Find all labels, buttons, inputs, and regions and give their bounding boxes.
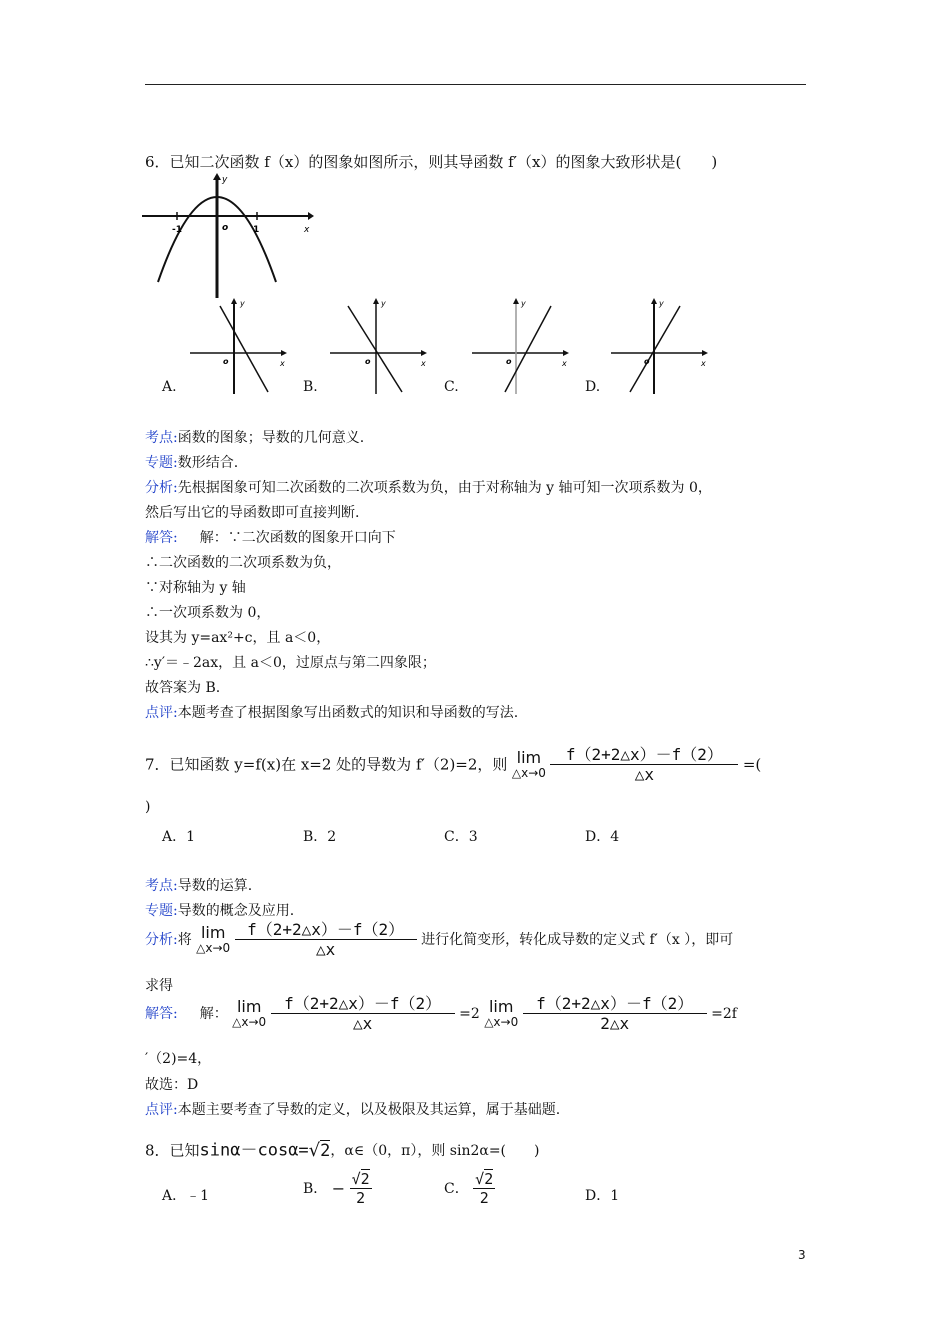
jieda-text: 解：∵二次函数的图象开口向下 — [199, 530, 396, 546]
dianping-text: 本题考查了根据图象写出函数式的知识和导函数的写法. — [177, 705, 519, 721]
q6-option-a: A. — [162, 379, 177, 395]
zhuanti-text: 数形结合. — [177, 455, 239, 471]
q8-stem-text: 8．已知 — [145, 1141, 200, 1160]
lim-subscript: △x→0 — [511, 766, 546, 781]
q6-jieda-line: 故答案为 B. — [145, 680, 221, 696]
fraction-denominator: 2 — [479, 1189, 489, 1207]
sqrt-radicand: 2 — [320, 1140, 331, 1161]
option-label: B． — [303, 1181, 328, 1197]
sqrt-radicand: 2 — [360, 1170, 370, 1188]
svg-text:x: x — [304, 225, 310, 235]
kaodian-text: 函数的图象；导数的几何意义. — [177, 430, 365, 446]
zhuanti-label: 专题: — [145, 903, 178, 919]
q7-option-c: C．3 — [444, 829, 478, 845]
fraction-numerator — [350, 1172, 372, 1189]
minus-sign: − — [331, 1179, 346, 1198]
q6-fenxi-row — [145, 477, 712, 497]
q6-jieda-line: ∴y′＝﹣2ax，且 a＜0，过原点与第二四象限； — [145, 655, 436, 671]
q6-fenxi-line2: 然后写出它的导函数即可直接判断. — [145, 505, 360, 521]
fraction-numerator: f（2+2△x）－f（2） — [523, 996, 707, 1014]
jieda-result: =2f — [711, 1006, 737, 1022]
q6-option-d-graph — [608, 296, 713, 396]
fenxi-limit — [196, 925, 230, 954]
svg-text:o: o — [506, 357, 512, 366]
lim-subscript: △x→0 — [484, 1015, 519, 1030]
q7-option-a: A．1 — [162, 829, 196, 845]
q8-stem-end: ，α∈（0，π），则 sin2α=( ) — [330, 1143, 540, 1159]
q6-dianping-row — [145, 702, 518, 722]
option-fraction — [350, 1172, 372, 1206]
q6-jieda-line: 设其为 y=ax²+c，且 a＜0， — [145, 630, 331, 646]
fraction-numerator: f（2+2△x）－f（2） — [550, 747, 738, 765]
q8-option-c — [444, 1172, 495, 1206]
svg-text:y: y — [240, 299, 245, 308]
option-label: C． — [444, 1181, 469, 1197]
kaodian-label: 考点: — [145, 878, 178, 894]
svg-text:-1: -1 — [172, 225, 182, 235]
jieda-limit-2 — [484, 999, 518, 1028]
fraction-numerator: f（2+2△x）－f（2） — [235, 922, 417, 940]
q8-stem — [145, 1142, 539, 1160]
q8-option-a: A．﹣1 — [162, 1188, 210, 1204]
q7-jieda-line2: ′（2)=4， — [145, 1051, 212, 1067]
q7-close-paren: ) — [145, 799, 151, 815]
q7-option-d: D．4 — [585, 829, 620, 845]
q6-jieda-line: ∴二次函数的二次项系数为负， — [145, 555, 341, 571]
q7-limit — [512, 750, 546, 779]
q7-stem-end: =( — [742, 755, 762, 774]
svg-text:x: x — [280, 359, 285, 368]
svg-text:o: o — [223, 357, 229, 366]
fenxi-fraction — [235, 922, 417, 958]
lim-symbol: lim — [488, 997, 514, 1017]
dianping-label: 点评: — [145, 1102, 178, 1118]
fraction-denominator: △x — [353, 1014, 373, 1033]
svg-text:x: x — [562, 359, 567, 368]
fraction-numerator — [473, 1172, 495, 1189]
sqrt-icon: √ — [475, 1170, 485, 1188]
q7-kaodian-row — [145, 875, 252, 895]
page-number: 3 — [798, 1248, 806, 1262]
fenxi-text: 先根据图象可知二次函数的二次项系数为负，由于对称轴为 y 轴可知一次项系数为 0， — [177, 480, 712, 496]
zhuanti-text: 导数的概念及应用. — [177, 903, 295, 919]
sqrt-icon: √ — [351, 1170, 361, 1188]
svg-text:o: o — [222, 223, 229, 233]
jieda-text: 解： — [199, 1006, 228, 1022]
fraction-denominator: △x — [634, 765, 654, 784]
q8-option-d: D．1 — [585, 1188, 620, 1204]
fenxi-label: 分析: — [145, 480, 178, 496]
svg-text:1: 1 — [253, 225, 260, 235]
fraction-denominator: 2△x — [600, 1014, 630, 1033]
jieda-label: 解答: — [145, 530, 178, 546]
jieda-equals: =2 — [459, 1006, 480, 1022]
fenxi-text: 将 — [177, 932, 192, 948]
q6-option-b-graph — [326, 296, 431, 396]
lim-symbol: lim — [236, 997, 262, 1017]
q7-jieda-row — [145, 996, 737, 1032]
lim-subscript: △x→0 — [196, 941, 231, 956]
q7-option-b: B．2 — [303, 829, 337, 845]
q7-stem-text: 7．已知函数 y=f(x)在 x=2 处的导数为 f′（2)=2，则 — [145, 755, 508, 774]
q7-fenxi-line2: 求得 — [145, 978, 173, 994]
svg-text:y: y — [381, 299, 386, 308]
fenxi-text-post: 进行化简变形，转化成导数的定义式 f′（x ），即可 — [421, 932, 734, 948]
q7-stem — [145, 747, 761, 783]
q6-option-a-graph — [185, 296, 290, 396]
q7-fraction — [550, 747, 738, 783]
zhuanti-label: 专题: — [145, 455, 178, 471]
fenxi-label: 分析: — [145, 932, 178, 948]
dianping-label: 点评: — [145, 705, 178, 721]
q6-zhuanti-row — [145, 452, 238, 472]
jieda-fraction-1 — [271, 996, 455, 1032]
svg-text:y: y — [222, 175, 228, 185]
option-fraction — [473, 1172, 495, 1206]
fraction-denominator: 2 — [356, 1189, 366, 1207]
fraction-numerator: f（2+2△x）－f（2） — [271, 996, 455, 1014]
q7-fenxi-row — [145, 922, 733, 958]
lim-symbol: lim — [200, 923, 226, 943]
dianping-text: 本题主要考查了导数的定义，以及极限及其运算，属于基础题. — [177, 1102, 561, 1118]
q8-option-b — [303, 1172, 372, 1206]
header-rule — [145, 84, 806, 85]
q6-stem: 6．已知二次函数 f（x）的图象如图所示，则其导函数 f′（x）的图象大致形状是( ) — [145, 153, 718, 171]
jieda-fraction-2 — [523, 996, 707, 1032]
svg-text:o: o — [644, 357, 650, 366]
q6-parabola-graph — [140, 172, 315, 302]
q6-jieda-line: ∵对称轴为 y 轴 — [145, 580, 246, 596]
svg-text:o: o — [365, 357, 371, 366]
q6-jieda-line: ∴一次项系数为 0， — [145, 605, 271, 621]
kaodian-label: 考点: — [145, 430, 178, 446]
svg-text:y: y — [659, 299, 664, 308]
q6-jieda-row — [145, 527, 396, 547]
jieda-limit-1 — [232, 999, 266, 1028]
q6-kaodian-row — [145, 427, 364, 447]
fraction-denominator: △x — [316, 940, 336, 959]
q6-option-d: D. — [585, 379, 601, 395]
q7-dianping-row — [145, 1099, 560, 1119]
svg-text:x: x — [701, 359, 706, 368]
lim-subscript: △x→0 — [232, 1015, 267, 1030]
sqrt-icon: √ — [308, 1140, 321, 1161]
kaodian-text: 导数的运算. — [177, 878, 253, 894]
q6-option-c: C. — [444, 379, 459, 395]
q7-jieda-line3: 故选：D — [145, 1077, 199, 1093]
svg-text:y: y — [521, 299, 526, 308]
lim-symbol: lim — [516, 748, 542, 768]
q6-option-c-graph — [468, 296, 573, 396]
svg-text:x: x — [421, 359, 426, 368]
jieda-label: 解答: — [145, 1006, 178, 1022]
q6-option-b: B. — [303, 379, 318, 395]
q7-zhuanti-row — [145, 900, 294, 920]
q8-expression: sinα－cosα= — [199, 1140, 309, 1161]
sqrt-radicand: 2 — [484, 1170, 494, 1188]
